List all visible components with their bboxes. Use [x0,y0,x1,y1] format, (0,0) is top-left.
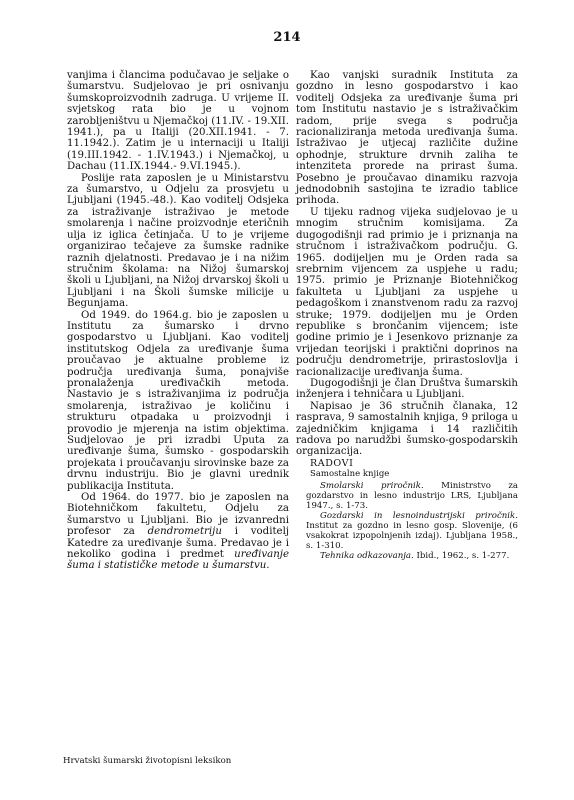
italic-term: dendrometriju [147,526,222,538]
paragraph: Napisao je 36 stručnih članaka, 12 rasprava, 9 samostalnih knjiga, 9 priloga u zajedničkim knjigama i 14 različitih radova po narudžbi šumsko-gospodarskih organizacija. [296,400,518,458]
bib-details: . Ministrstvo za gozdarstvo in lesno industrijo LRS, Ljubljana 1947., s. 1-73. [306,480,519,511]
paragraph [67,492,289,572]
paragraph: Kao vanjski suradnik Instituta za gozdno in lesno gospodarstvo i kao voditelj Odsjeka za uređivanje šuma pri tom Institutu nastavio je s istraživačkim radom, prije svega s područja racionaliziranja metoda uređivanja šuma. Istraživao je utjecaj različite dužine ophodnje, strukture drvnih zaliha te intenziteta prorede na prirast šuma. Posebno je proučavao dinamiku razvoja jednodobnih sastojina te izradio tablice prihoda. [296,70,518,207]
page-footer: Hrvatski šumarski životopisni leksikon [63,756,232,766]
left-column [67,70,289,572]
paragraph: Od 1949. do 1964.g. bio je zaposlen u Institutu za šumarsko i drvno gospodarstvo u Ljubljani. Kao voditelj institutskog Odjela za uređivanje šuma proučavao je aktualne probleme iz područja uređivanja šuma, ponajviše pronalaženja uređivačkih metoda. Nastavio je s istraživanjima iz područja smolarenja, istraživao je količinu i strukturu otpadaka u proizvodnji i provodio je mjerenja na istim objektima. Sudjelovao je pri izradbi Uputa za uređivanje šuma, šumsko - gospodarskih projekata i proučavanju sirovinske baze za drvnu industriju. Bio je glavni urednik publikacija Instituta. [67,309,289,492]
bib-details: . Ibid., 1962., s. 1-277. [411,550,510,561]
text-run: . [266,560,270,572]
italic-term: uređivanje šuma i statističke metode u šumarstvu [67,549,289,572]
paragraph: U tijeku radnog vijeka sudjelovao je u mnogim stručnim komisijama. Za dugogodišnji rad primio je i priznanja na stručnom i istraživačkom području. G. 1965. dodijeljen mu je Orden rada sa srebrnim vijencem za uspjehe u radu; 1975. primio je Priznanje Biotehničkog fakulteta u Ljubljani za uspjehe u pedagoškom i znanstvenom radu za razvoj struke; 1979. dodijeljen mu je Orden republike s brončanim vijencem; iste godine primio je i Jesenkovo priznanje za vrijedan teorijski i praktični doprinos na području dendrometrije, prirastoslovlja i racionalizacije uređivanja šuma. [296,206,518,378]
text-run: i voditelj Katedre za uređivanje šuma. Predavao je i nekoliko godina i predmet [67,526,289,561]
page-number: 214 [273,30,301,45]
bibliography-entry [296,551,518,561]
right-column [296,70,518,561]
bib-title: Smolarski priročnik [320,480,421,491]
paragraph: Poslije rata zaposlen je u Ministarstvu za šumarstvo, u Odjelu za prosvjetu u Ljubljani (1945.-48.). Kao voditelj Odsjeka za istraživanje istraživao je metode smolarenja i načine proizvodnje eteričnih ulja iz iglica četinjača. U to je vrijeme organizirao tečajeve za šumske radnike raznih djelatnosti. Predavao je i na nižim stručnim školama: na Nižoj šumarskoj školi u Ljubljani, na Nižoj drvarskoj školi u Ljubljani i na Školi šumske milicije u Begunjama. [67,172,289,310]
text-run: Od 1964. do 1977. bio je zaposlen na Biotehničkom fakultetu, Odjelu za šumarstvo u Ljubljani. Bio je izvanredni profesor za [67,492,289,538]
bib-details: . Institut za gozdno in lesno gosp. Slovenije, (6 vsakokrat izpopolnjenih izdaj). Ljubljana 1958., s. 1-310. [306,510,518,551]
bib-title: Tehnika odkazovanja [320,550,412,561]
paragraph: Dugogodišnji je član Društva šumarskih inženjera i tehničara u Ljubljani. [296,377,518,401]
subsection-heading: Samostalne knjige [310,469,390,480]
section-heading: RADOVI [310,457,354,469]
bibliography-entry [296,481,518,511]
bibliography-entry [296,511,518,551]
paragraph: vanjima i člancima podučavao je seljake o šumarstvu. Sudjelovao je pri osnivanju šumskoproizvodnih zadruga. U vrijeme II. svjetskog rata bio je u vojnom zarobljeništvu u Njemačkoj (11.IV. - 19.XII. 1941.), pa u Italiji (20.XII.1941. - 7. 11.1942.). Zatim je u internaciji u Italiji (19.III.1942. - 1.IV.1943.) i Njemačkoj, u Dachau (11.IX.1944.- 9.VI.1945.). [67,70,289,173]
bib-title: Gozdarski in lesnoindustrijski priročnik [320,510,516,521]
